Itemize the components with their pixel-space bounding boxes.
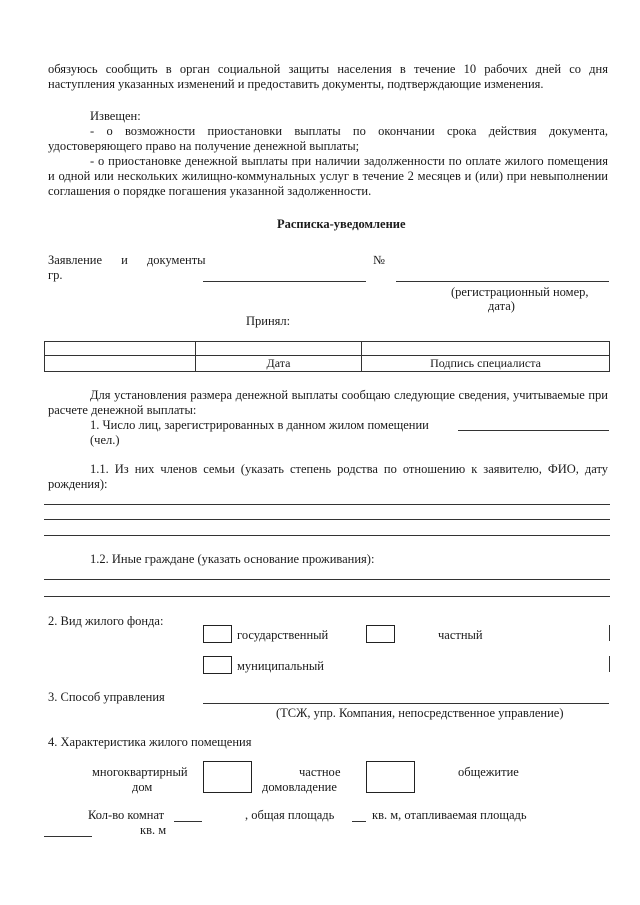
notified-label: Извещен:: [90, 109, 141, 123]
number-sign: №: [373, 253, 385, 267]
citizen-label: гр.: [48, 268, 63, 282]
application-label-text: Заявление и документы: [48, 253, 206, 267]
family-line-1[interactable]: [44, 504, 610, 505]
management-label: 3. Способ управления: [48, 690, 165, 704]
info-intro: Для установления размера денежной выплаты сообщаю следующие сведения, учитываемые при расчете денежной выплаты:: [48, 388, 608, 417]
family-line-2[interactable]: [44, 519, 610, 520]
state-option-label: государственный: [237, 628, 329, 642]
type-multi-line1: многоквартирный: [92, 765, 188, 779]
type-private-line1: частное: [299, 765, 341, 779]
rooms-label: Кол-во комнат: [88, 808, 165, 822]
housing-fund-label: 2. Вид жилого фонда:: [48, 614, 164, 628]
dwelling-label: 4. Характеристика жилого помещения: [48, 735, 252, 749]
q12-other-citizens: 1.2. Иные граждане (указать основание проживания):: [90, 552, 375, 566]
receipt-cell[interactable]: [196, 342, 362, 356]
commitment-paragraph: обязуюсь сообщить в орган социальной защиты населения в течение 10 рабочих дней со дня наступления указанных изменений и предоставить документы, подтверждающие изменения.: [48, 62, 608, 91]
rooms-field[interactable]: [174, 821, 202, 822]
registration-number-field[interactable]: [396, 281, 609, 282]
notice-suspension-term: - о возможности приостановки выплаты по окончании срока действия документа, удостоверяющего право на получение денежной выплаты;: [48, 124, 608, 153]
total-area-label: , общая площадь: [245, 808, 335, 822]
multi-apartment-checkbox[interactable]: [203, 761, 252, 793]
type-multi-line2: дом: [132, 780, 153, 794]
management-field[interactable]: [203, 703, 609, 704]
col-signature: Подпись специалиста: [362, 356, 610, 372]
receipt-cell[interactable]: [45, 342, 196, 356]
reg-hint-line2: дата): [488, 299, 515, 313]
total-area-field[interactable]: [352, 821, 366, 822]
municipal-option-label: муниципальный: [237, 659, 324, 673]
private-option-label: частный: [438, 628, 483, 642]
citizen-name-field[interactable]: [203, 281, 366, 282]
type-dorm: общежитие: [458, 765, 519, 779]
receipt-title: Расписка-уведомление: [277, 217, 406, 231]
col-date: Дата: [196, 356, 362, 372]
receipt-table: [44, 341, 610, 372]
receipt-cell: [45, 356, 196, 372]
municipal-checkbox[interactable]: [203, 656, 232, 674]
q11-family-members: 1.1. Из них членов семьи (указать степень родства по отношению к заявителю, ФИО, дату рождения):: [48, 462, 608, 491]
accepted-label: Принял:: [246, 314, 291, 328]
receipt-table-input-row: [45, 342, 610, 356]
heated-area-field[interactable]: [44, 836, 92, 837]
heated-area-label: кв. м, отапливаемая площадь: [372, 808, 527, 822]
reg-hint-line1: (регистрационный номер,: [451, 285, 589, 299]
family-line-3[interactable]: [44, 535, 610, 536]
application-label: [48, 253, 206, 268]
receipt-table-header-row: [45, 356, 610, 372]
other-line-2[interactable]: [44, 596, 610, 597]
unit-sqm: кв. м: [140, 823, 167, 837]
type-private-line2: домовладение: [262, 780, 337, 794]
receipt-cell[interactable]: [362, 342, 610, 356]
residents-count-field[interactable]: [458, 430, 609, 431]
private-checkbox[interactable]: [366, 625, 395, 643]
right-margin-mark: [609, 625, 610, 641]
state-checkbox[interactable]: [203, 625, 232, 643]
private-house-checkbox[interactable]: [366, 761, 415, 793]
right-margin-mark: [609, 656, 610, 672]
other-line-1[interactable]: [44, 579, 610, 580]
management-hint: (ТСЖ, упр. Компания, непосредственное управление): [276, 706, 564, 720]
q1-line2: (чел.): [90, 433, 120, 447]
notice-suspension-debt: - о приостановке денежной выплаты при наличии задолженности по оплате жилого помещения и одной или нескольких жилищно-коммунальных услуг в течение 2 месяцев и (или) при невыполнении соглашения о порядке погашения указанной задолженности.: [48, 154, 608, 198]
q1-line1: 1. Число лиц, зарегистрированных в данном жилом помещении: [90, 418, 429, 432]
